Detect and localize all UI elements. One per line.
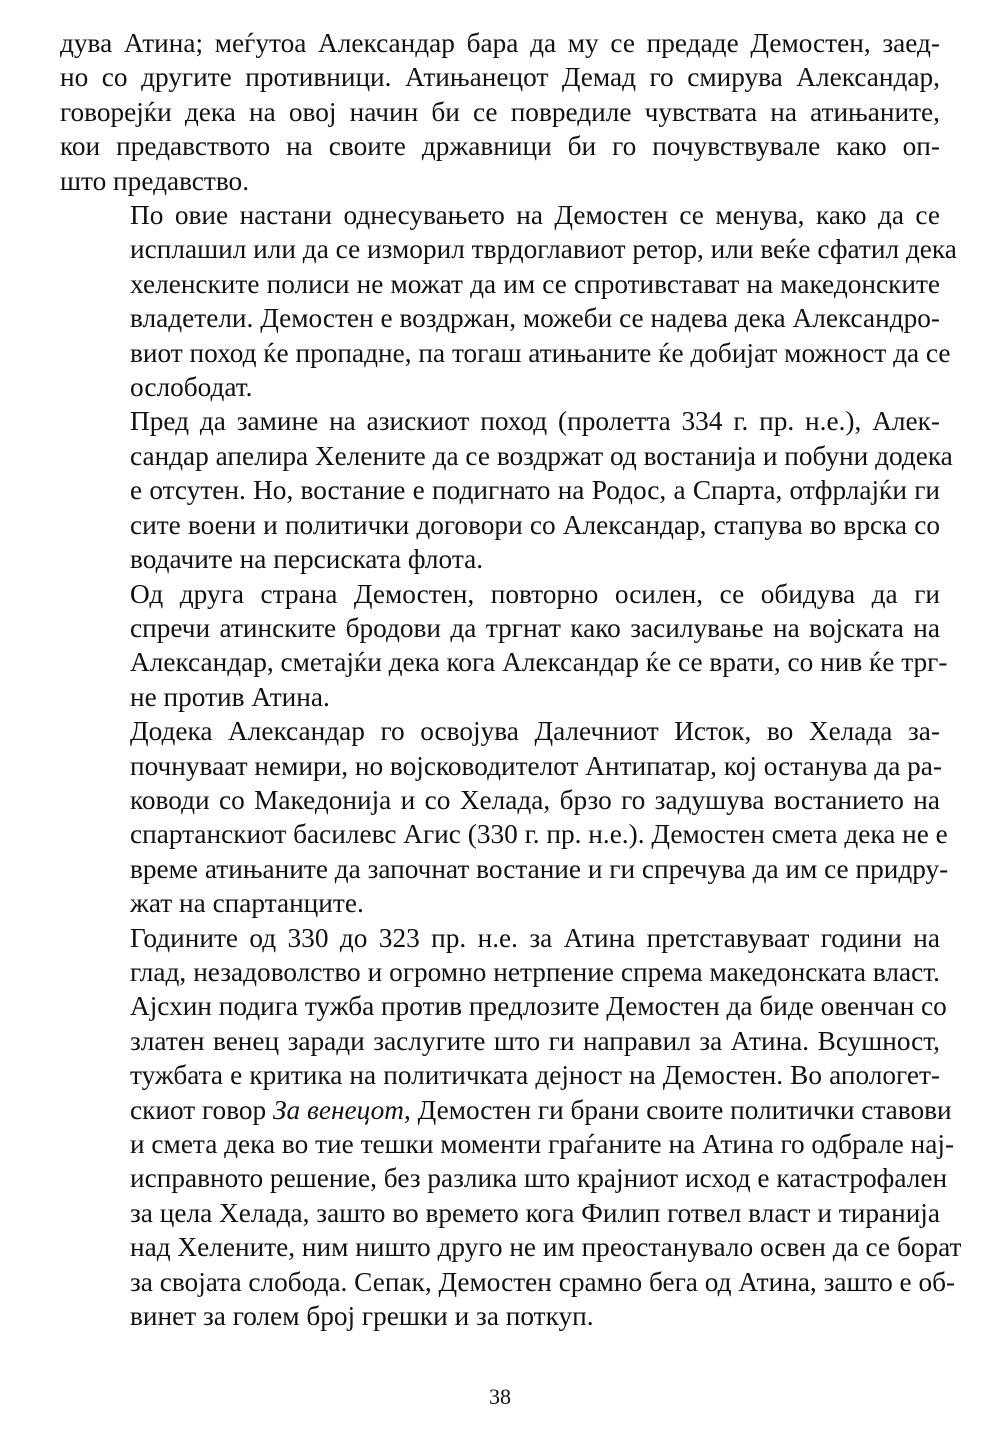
text-line: По овие настани однесувањето на Демостен се менува, како да се [130,200,940,231]
text-line: исплашил или да се изморил тврдоглавиот ретор, или веќе сфатил дека [130,234,957,265]
text-line: владетели. Демостен е воздржан, можеби се надева дека Александро- [130,303,940,334]
page-number: 38 [489,1384,511,1409]
speech-title: За венецот [273,1094,404,1125]
text-line: говорејќи дека на овој начин би се повредиле чувствата на атињаните, [60,96,940,127]
paragraph-5 [60,714,949,920]
text-line: хеленските полиси не можат да им се спротивстават на македонските [130,268,940,299]
text-fragment: скиот говор [130,1094,267,1125]
text-line: жат на спартанците. [130,888,364,919]
text-line: почнуваат немири, но војсководителот Антипатар, кој останува да ра- [130,750,942,781]
text-line: кои предавството на своите државници би го почувствувале како оп- [60,131,940,162]
text-line: не против Атина. [130,681,330,712]
text-line: спречи атинските бродови да тргнат како засилување на војската на [130,612,940,643]
text-line: што предавство. [60,165,250,196]
text-line: Годините од 330 до 323 пр. н.е. за Атина претставуваат години на [130,922,940,953]
text-fragment: , Демостен ги брани своите политички ставови [403,1094,952,1125]
text-line: тужбата е критика на политичката дејност на Демостен. Во апологет- [130,1060,940,1091]
text-line: Ајсхин подига тужба против предлозите Демостен да биде овенчан со [130,991,947,1022]
text-line: над Хелените, ним ништо друго не им преостанувало освен да се борат [130,1232,962,1263]
text-line: ослободат. [130,372,253,403]
text-line-with-title [60,1093,952,1127]
text-line: е отсутен. Но, востание е подигнато на Родос, а Спарта, отфрлајќи ги [130,475,940,506]
paragraph-3 [60,404,953,576]
text-line: винет за голем број грешки и за поткуп. [130,1301,594,1332]
text-line: и смета дека во тие тешки моменти граѓаните на Атина го одбрале нај- [130,1129,955,1159]
text-line: Александар, сметајќи дека кога Александар ќе се врати, со нив ќе трг- [130,647,948,678]
text-line: Додека Александар го освојува Далечниот Исток, во Хелада за- [130,716,940,747]
text-line: дува Атина; меѓутоа Александар бара да му се предаде Демостен, заед- [60,28,940,58]
text-line: за својата слобода. Сепак, Демостен срамно бега од Атина, зашто е об- [130,1266,956,1297]
document-page [60,26,962,1333]
text-line: спартанскиот басилевс Агис (330 г. пр. н.е.). Демостен смета дека не е [130,819,948,850]
paragraph-4 [60,577,948,715]
text-line: Од друга страна Демостен, повторно осилен, се обидува да ги [130,578,940,609]
text-line: ководи со Македонија и со Хелада, брзо го задушува востанието на [130,784,940,815]
text-line: глад, незадоволство и огромно нетрпение спрема македонската власт. [130,956,940,987]
text-line: но со другите противници. Атињанецот Демад го смирува Александар, [60,62,940,93]
text-line: сите воени и политички договори со Александар, стапува во врска со [130,509,940,540]
text-line: Пред да замине на азискиот поход (пролетта 334 г. пр. н.е.), Алек- [130,406,940,437]
text-line: сандар апелира Хелените да се воздржат од востанија и побуни додека [130,440,953,471]
text-line: исправното решение, без разлика што крајниот исход е катастрофален [130,1163,948,1194]
text-line: златен венец заради заслугите што ги направил за Атина. Всушност, [130,1025,940,1056]
text-line: за цела Хелада, зашто во времето кога Филип готвел власт и тиранија [130,1197,940,1228]
text-line: водачите на персиската флота. [130,544,484,575]
text-line: време атињаните да започнат востание и ги спречува да им се придру- [130,853,949,884]
paragraph-6 [60,921,962,1334]
text-line: виот поход ќе пропадне, па тогаш атињаните ќе добијат можност да се [130,337,951,368]
paragraph-2 [60,198,957,404]
paragraph-1 [60,26,940,198]
